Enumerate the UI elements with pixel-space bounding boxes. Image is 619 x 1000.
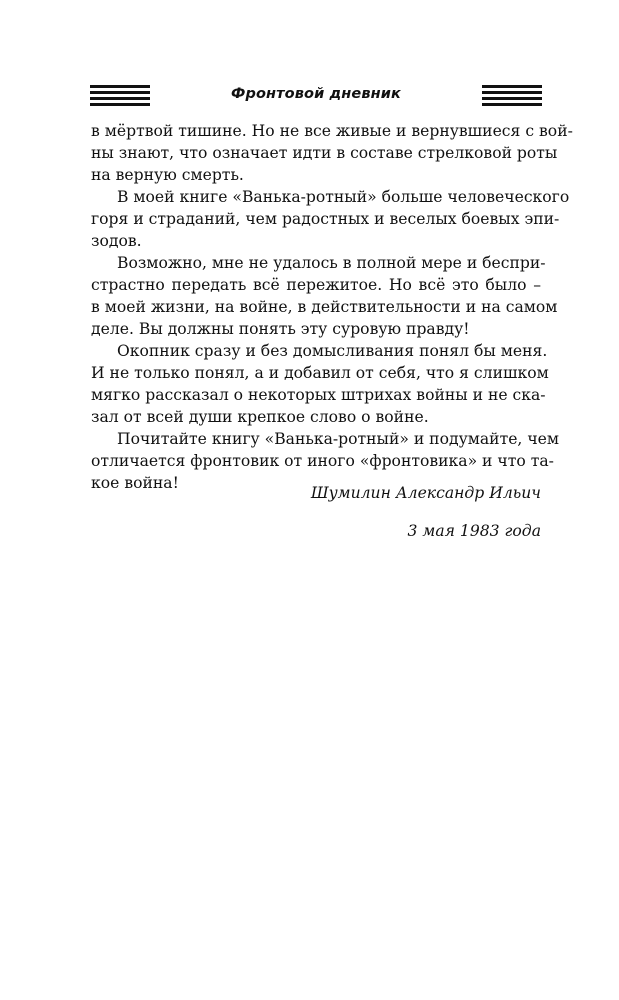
stripe <box>90 103 150 106</box>
author-signature: Шумилин Александр Ильич <box>310 484 541 502</box>
running-title: Фронтовой дневник <box>231 86 401 102</box>
text-line: в моей жизни, на войне, в действительности и на самом <box>91 298 558 316</box>
text-line: кое война! <box>91 474 179 492</box>
running-header <box>90 82 542 108</box>
text-line: деле. Вы должны понять эту суровую правду! <box>91 320 470 338</box>
text-line: зодов. <box>91 232 142 250</box>
paragraph-3 <box>91 252 558 340</box>
text-line: отличается фронтовик от иного «фронтовика» и что та- <box>91 452 554 470</box>
header-stripes-right <box>482 85 542 105</box>
paragraph-4 <box>91 340 549 428</box>
text-line: В моей книге «Ванька-ротный» больше человеческого <box>117 188 570 206</box>
stripe <box>482 85 542 88</box>
paragraph-2 <box>91 186 570 252</box>
text-line: на верную смерть. <box>91 166 244 184</box>
text-line: горя и страданий, чем радостных и веселых боевых эпи- <box>91 210 560 228</box>
text-line: мягко рассказал о некоторых штрихах войны и не ска- <box>91 386 546 404</box>
text-line: страстно передать всё пережитое. Но всё это было – <box>91 276 541 294</box>
text-line: Окопник сразу и без домысливания понял бы меня. <box>117 342 548 360</box>
stripe <box>482 103 542 106</box>
stripe <box>482 91 542 94</box>
text-line: Возможно, мне не удалось в полной мере и беспри- <box>117 254 546 272</box>
text-line: зал от всей души крепкое слово о войне. <box>91 408 429 426</box>
body-text <box>91 120 573 494</box>
paragraph-1 <box>91 120 573 186</box>
text-line: ны знают, что означает идти в составе стрелковой роты <box>91 144 558 162</box>
stripe <box>482 97 542 100</box>
text-line: в мёртвой тишине. Но не все живые и вернувшиеся с вой- <box>91 122 573 140</box>
text-line: Почитайте книгу «Ванька-ротный» и подумайте, чем <box>117 430 560 448</box>
text-line: И не только понял, а и добавил от себя, что я слишком <box>91 364 549 382</box>
signature-date: 3 мая 1983 года <box>407 522 541 540</box>
